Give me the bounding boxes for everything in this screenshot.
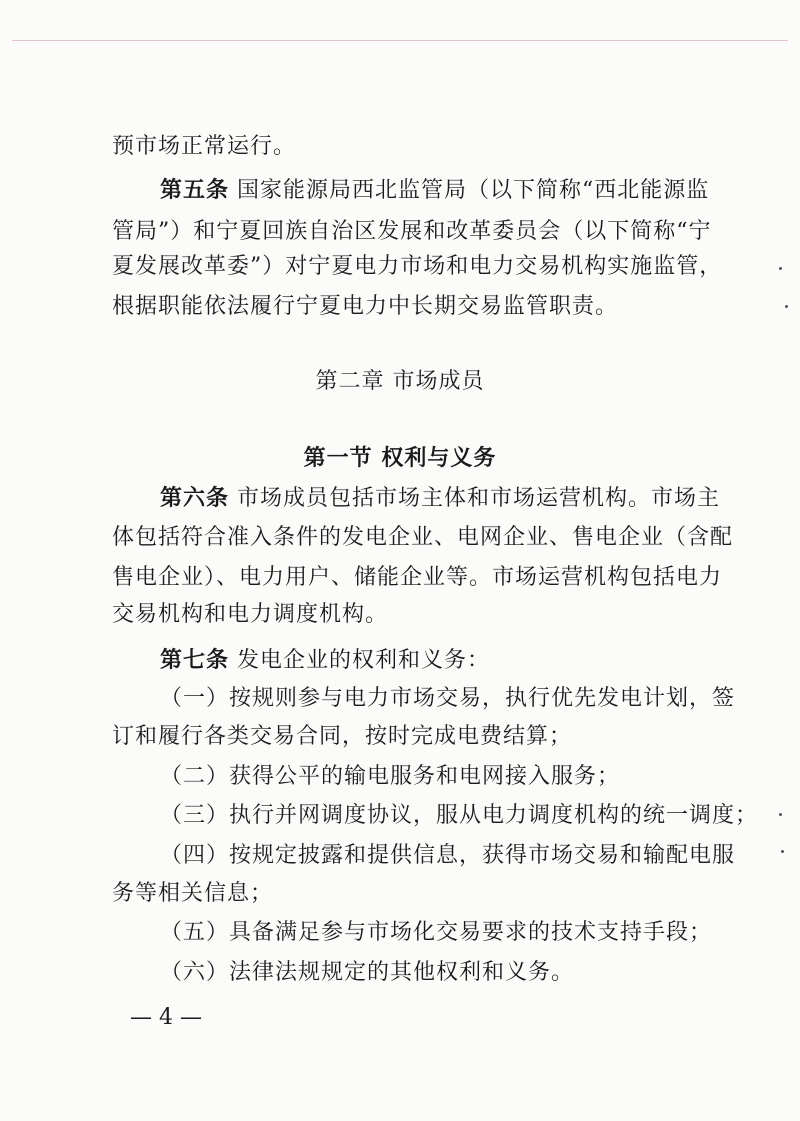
text-line: 发电企业的权利和义务： <box>237 648 491 673</box>
section-heading: 第一节 权利与义务 <box>303 445 497 471</box>
text-line: 订和履行各类交易合同，按时完成电费结算； <box>112 724 573 749</box>
list-item-5: （五）具备满足参与市场化交易要求的技术支持手段； <box>160 920 713 945</box>
text-line: 务等相关信息； <box>112 881 274 906</box>
text-line: 管局”）和宁夏回族自治区发展和改革委员会（以下简称“宁 <box>112 219 712 244</box>
text-line: 夏发展改革委”）对宁夏电力市场和电力交易机构实施监管， <box>112 254 723 279</box>
scan-speck <box>781 850 784 853</box>
text-line: 市场成员包括市场主体和市场运营机构。市场主 <box>237 486 721 511</box>
text-line: 体包括符合准入条件的发电企业、电网企业、售电企业（含配 <box>112 525 734 550</box>
article-5-label: 第五条 <box>160 177 230 203</box>
text-line: 售电企业）、电力用户、储能企业等。市场运营机构包括电力 <box>112 565 723 590</box>
scan-speck <box>785 305 788 308</box>
scan-speck <box>779 267 782 270</box>
article-5-line <box>160 175 760 206</box>
article-6-line <box>160 483 760 514</box>
top-rule <box>12 40 788 41</box>
text-line: 交易机构和电力调度机构。 <box>112 602 389 627</box>
list-item-3: （三）执行并网调度协议，服从电力调度机构的统一调度； <box>160 803 759 828</box>
list-item-6: （六）法律法规规定的其他权利和义务。 <box>160 960 575 985</box>
list-item-4: （四）按规定披露和提供信息，获得市场交易和输配电服 <box>160 843 736 868</box>
page-number: — 4 — <box>130 1005 202 1030</box>
article-7-label: 第七条 <box>160 647 230 673</box>
chapter-heading: 第二章 市场成员 <box>315 369 485 394</box>
list-item-2: （二）获得公平的输电服务和电网接入服务； <box>160 764 621 789</box>
text-line: 预市场正常运行。 <box>112 134 297 159</box>
article-6-label: 第六条 <box>160 485 230 511</box>
scan-speck <box>779 813 782 816</box>
text-line: 国家能源局西北监管局（以下简称“西北能源监 <box>237 178 710 203</box>
article-7-line <box>160 645 760 676</box>
list-item-1: （一）按规则参与电力市场交易，执行优先发电计划，签 <box>160 686 736 711</box>
text-line: 根据职能依法履行宁夏电力中长期交易监管职责。 <box>112 294 619 319</box>
